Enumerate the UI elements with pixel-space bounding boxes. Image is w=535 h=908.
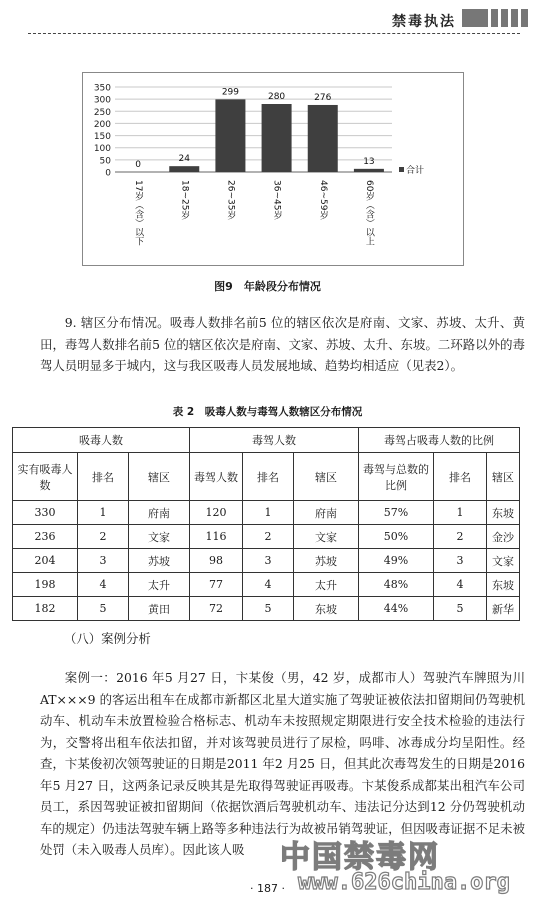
table-caption: 表 2 吸毒人数与毒驾人数辖区分布情况: [172, 406, 363, 418]
table-cell: 236: [13, 525, 78, 549]
data-label: 13: [363, 156, 375, 167]
y-tick-label: 350: [93, 83, 111, 94]
group-header: 吸毒人数: [13, 428, 190, 453]
paragraph-9-text: 9. 辖区分布情况。吸毒人数排名前5 位的辖区依次是府南、文家、苏坡、太升、黄田，毒驾人数排名前5 位的辖区依次是府南、文家、苏坡、太升、东坡。二环路以外的毒驾人员明显多于城内，这与我区吸毒人员发展地域、趋势均相适应（见表2）。: [40, 315, 525, 373]
table-row: [13, 597, 520, 621]
y-tick-label: 200: [93, 119, 111, 130]
x-tick-label: 17岁（含）以下: [133, 180, 144, 246]
table-cell: 44%: [359, 597, 434, 621]
table-cell: 72: [190, 597, 243, 621]
table-cell: 120: [190, 501, 243, 525]
table-cell: 3: [243, 549, 294, 573]
header-decoration: [462, 9, 528, 27]
column-header: 辖区: [487, 453, 520, 501]
bar: [308, 105, 338, 172]
y-tick-label: 250: [93, 107, 111, 118]
table-cell: 98: [190, 549, 243, 573]
district-table: [12, 427, 520, 621]
table-cell: 3: [78, 549, 129, 573]
table-cell: 1: [434, 501, 487, 525]
table-cell: 57%: [359, 501, 434, 525]
x-tick-label: 18~25岁: [179, 180, 190, 220]
table-cell: 1: [78, 501, 129, 525]
table-cell: 5: [243, 597, 294, 621]
bar: [262, 104, 292, 172]
running-header-title: 禁毒执法: [392, 14, 456, 30]
data-label: 276: [314, 92, 332, 103]
column-header: 排名: [434, 453, 487, 501]
table-cell: 黄田: [129, 597, 190, 621]
table-cell: 文家: [129, 525, 190, 549]
age-distribution-chart: [82, 72, 462, 264]
column-header: 排名: [243, 453, 294, 501]
table-cell: 49%: [359, 549, 434, 573]
case-text: 案例一：2016 年5 月27 日，卞某俊（男，42 岁，成都市人）驾驶汽车牌照为川 AT×××9 的客运出租车在成都市新都区北星大道实施了驾驶证被依法扣留期间仍驾驶机动车、机动车未放置检验合格标志、机动车未按照规定期限进行安全技术检验的违法行为，交警将出租车依法扣留，并对该驾驶员进行了尿检，吗啡、冰毒成分均呈阳性。经查，卞某俊初次领驾驶证的日期是2011 年2 月25 日，但其此次毒驾发生的日期是2016 年5 月27 日，这两条记录反映其是先取得驾驶证再吸毒。卞某俊系成都某出租汽车公司员工，系因驾驶证被扣留期间（依据饮酒后驾驶机动车、违法记分达到12 分仍驾驶机动车的规定）仍违法驾驶车辆上路等多种违法行为故被吊销驾驶证，但因吸毒证据不足未被处罚（未入吸毒人员库）。因此该人吸: [40, 670, 525, 857]
table-cell: 50%: [359, 525, 434, 549]
x-tick-label: 60岁（含）以上: [363, 180, 374, 246]
table-cell: 苏坡: [129, 549, 190, 573]
case-paragraph: [40, 667, 525, 861]
table-cell: 2: [434, 525, 487, 549]
table-cell: 3: [434, 549, 487, 573]
table-cell: 新华: [487, 597, 520, 621]
table-cell: 330: [13, 501, 78, 525]
x-tick-label: 36~45岁: [271, 180, 282, 220]
table-cell: 2: [243, 525, 294, 549]
table-cell: 文家: [487, 549, 520, 573]
figure-caption: 图9 年龄段分布情况: [214, 280, 321, 293]
y-tick-label: 300: [93, 95, 111, 106]
bar: [354, 169, 384, 172]
table-cell: 金沙: [487, 525, 520, 549]
data-label: 299: [221, 87, 240, 98]
table-cell: 东坡: [487, 501, 520, 525]
table-cell: 204: [13, 549, 78, 573]
table-cell: 116: [190, 525, 243, 549]
section-heading: （八）案例分析: [64, 631, 151, 646]
bar: [215, 99, 245, 172]
column-header: 排名: [78, 453, 129, 501]
legend-swatch: [399, 167, 404, 172]
table-cell: 5: [434, 597, 487, 621]
y-tick-label: 0: [105, 168, 111, 179]
paragraph-9: [40, 312, 525, 377]
table-cell: 府南: [294, 501, 359, 525]
table-cell: 东坡: [487, 573, 520, 597]
table-row: [13, 525, 520, 549]
bar: [169, 166, 199, 172]
y-tick-label: 50: [99, 156, 111, 167]
table-cell: 太升: [294, 573, 359, 597]
x-tick-label: 46~59岁: [317, 180, 328, 220]
table-cell: 77: [190, 573, 243, 597]
table-row: [13, 549, 520, 573]
x-tick-label: 26~35岁: [225, 180, 236, 220]
table-cell: 198: [13, 573, 78, 597]
group-header: 毒驾占吸毒人数的比例: [359, 428, 520, 453]
data-label: 0: [135, 160, 141, 170]
column-header: 辖区: [129, 453, 190, 501]
table-cell: 4: [434, 573, 487, 597]
page-number: · 187 ·: [250, 882, 285, 895]
header-rule: [28, 33, 520, 34]
table-cell: 苏坡: [294, 549, 359, 573]
group-header: 毒驾人数: [190, 428, 359, 453]
column-header: 实有吸毒人数: [13, 453, 78, 501]
column-header: 毒驾人数: [190, 453, 243, 501]
table-cell: 文家: [294, 525, 359, 549]
table-cell: 东坡: [294, 597, 359, 621]
table-cell: 府南: [129, 501, 190, 525]
table-cell: 48%: [359, 573, 434, 597]
y-tick-label: 150: [93, 132, 111, 143]
column-header: 毒驾与总数的比例: [359, 453, 434, 501]
table-cell: 4: [243, 573, 294, 597]
table-cell: 5: [78, 597, 129, 621]
y-tick-label: 100: [93, 144, 111, 155]
table-cell: 太升: [129, 573, 190, 597]
column-header: 辖区: [294, 453, 359, 501]
watermark-url: www.626china.org: [298, 870, 510, 895]
data-label: 280: [267, 92, 286, 102]
data-label: 24: [178, 154, 190, 165]
table-row: [13, 501, 520, 525]
table-cell: 4: [78, 573, 129, 597]
table-cell: 2: [78, 525, 129, 549]
table-row: [13, 573, 520, 597]
legend-label: 合计: [406, 166, 425, 176]
watermark-chinese: 中国禁毒网: [280, 840, 440, 875]
table-cell: 182: [13, 597, 78, 621]
table-cell: 1: [243, 501, 294, 525]
